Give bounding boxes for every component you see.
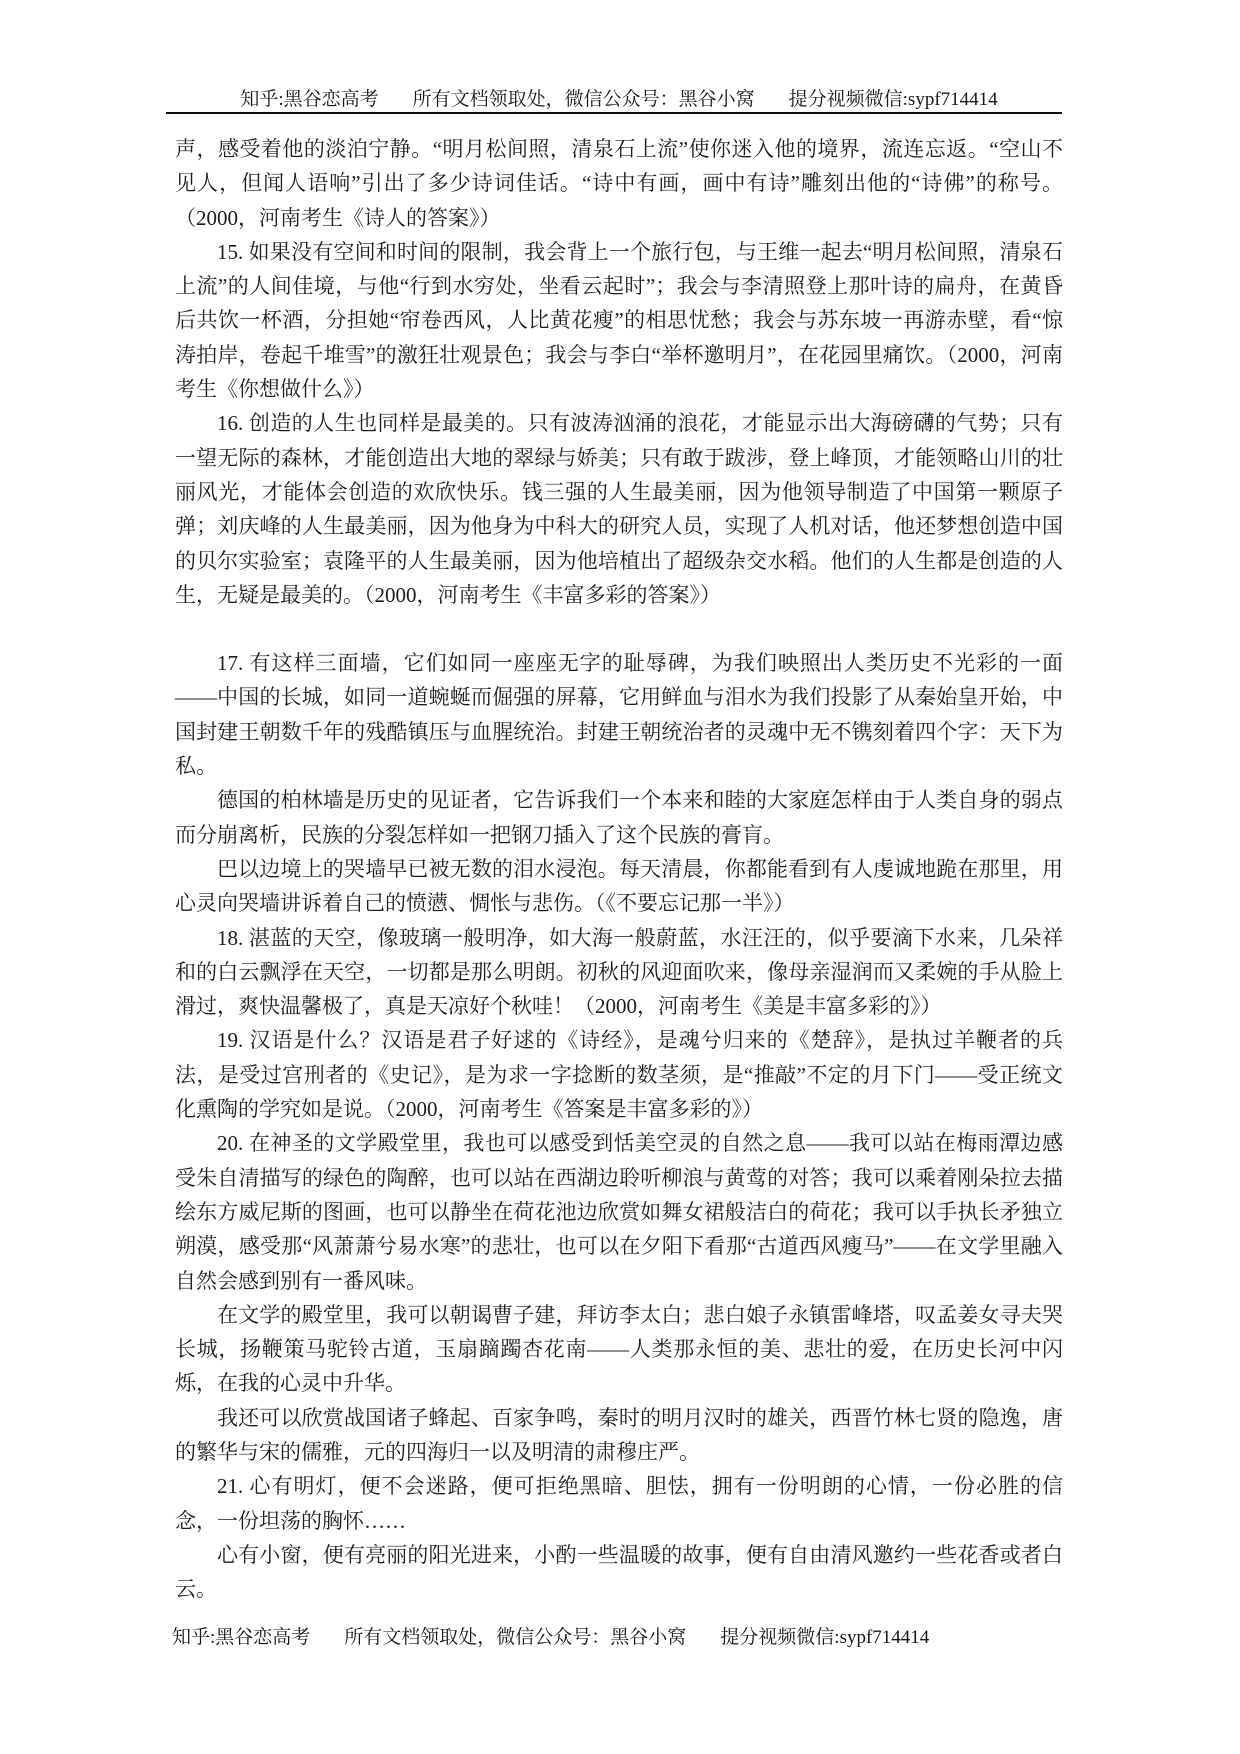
header-divider xyxy=(166,112,1062,114)
paragraph-21: 21. 心有明灯，便不会迷路，便可拒绝黑暗、胆怯，拥有一份明朗的心情，一份必胜的信念，一份坦荡的胸怀…… xyxy=(175,1474,1063,1533)
header-site-label: 知乎:黑谷恋高考 xyxy=(240,89,379,110)
paragraph-continuation: 声，感受着他的淡泊宁静。“明月松间照，清泉石上流”使你迷入他的境界，流连忘返。“空山不见人，但闻人语响”引出了多少诗词佳话。“诗中有画，画中有诗”雕刻出他的“诗佛”的称号。（2000，河南考生《诗人的答案》） xyxy=(175,137,1063,230)
paragraph-18: 18. 湛蓝的天空，像玻璃一般明净，如大海一般蔚蓝，水汪汪的，似乎要滴下水来，几朵祥和的白云飘浮在天空，一切都是那么明朗。初秋的风迎面吹来，像母亲湿润而又柔婉的手从脸上滑过，爽快温馨极了，真是天凉好个秋哇！（2000，河南考生《美是丰富多彩的》） xyxy=(175,925,1063,1019)
paragraph-20-literature-hall: 在文学的殿堂里，我可以朝谒曹子建，拜访李太白；悲白娘子永镇雷峰塔，叹孟姜女寻夫哭长城，扬鞭策马驼铃古道，玉扇蹢躅杏花南——人类那永恒的美、悲壮的爱，在历史长河中闪烁，在我的心灵中升华。 xyxy=(175,1302,1063,1396)
paragraph-16: 16. 创造的人生也同样是最美的。只有波涛汹涌的浪花，才能显示出大海磅礴的气势；只有一望无际的森林，才能创造出大地的翠绿与娇美；只有敢于跋涉，登上峰顶，才能领略山川的壮丽风光，才能体会创造的欢欣快乐。钱三强的人生最美丽，因为他领导制造了中国第一颗原子弹；刘庆峰的人生最美丽，因为他身为中科大的研究人员，实现了人机对话，他还梦想创造中国的贝尔实验室；袁隆平的人生最美丽，因为他培植出了超级杂交水稻。他们的人生都是创造的人生，无疑是最美的。（2000，河南考生《丰富多彩的答案》） xyxy=(175,411,1063,607)
footer-contact-label: 提分视频微信:sypf714414 xyxy=(720,1627,930,1648)
page-header xyxy=(175,84,1063,111)
paragraph-17: 17. 有这样三面墙，它们如同一座座无字的耻辱碑，为我们映照出人类历史不光彩的一面——中国的长城，如同一道蜿蜒而倔强的屏幕，它用鲜血与泪水为我们投影了从秦始皇开始，中国封建王朝数千年的残酷镇压与血腥统治。封建王朝统治者的灵魂中无不镌刻着四个字：天下为私。 xyxy=(175,651,1063,779)
footer-source-label: 所有文档领取处，微信公众号：黑谷小窝 xyxy=(344,1627,687,1648)
footer-site-label: 知乎:黑谷恋高考 xyxy=(172,1627,311,1648)
page-footer xyxy=(172,1622,929,1649)
document-body xyxy=(175,132,1063,1606)
paragraph-20-appreciation: 我还可以欣赏战国诸子蜂起、百家争鸣，秦时的明月汉时的雄关，西晋竹林七贤的隐逸，唐的繁华与宋的儒雅，元的四海归一以及明清的肃穆庄严。 xyxy=(175,1405,1063,1464)
paragraph-19: 19. 汉语是什么？汉语是君子好逑的《诗经》，是魂兮归来的《楚辞》，是执过羊鞭者的兵法，是受过宫刑者的《史记》，是为求一字捻断的数茎须，是“推敲”不定的月下门——受正统文化熏陶的学究如是说。（2000，河南考生《答案是丰富多彩的》） xyxy=(175,1028,1063,1122)
paragraph-20: 20. 在神圣的文学殿堂里，我也可以感受到恬美空灵的自然之息——我可以站在梅雨潭边感受朱自清描写的绿色的陶醉，也可以站在西湖边聆听柳浪与黄莺的对答；我可以乘着刚朵拉去描绘东方威尼斯的图画，也可以静坐在荷花池边欣赏如舞女裙般洁白的荷花；我可以手执长矛独立朔漠，感受那“风萧萧兮易水寒”的悲壮，也可以在夕阳下看那“古道西风瘦马”——在文学里融入自然会感到别有一番风味。 xyxy=(175,1131,1063,1293)
header-contact-label: 提分视频微信:sypf714414 xyxy=(788,89,998,110)
header-source-label: 所有文档领取处，微信公众号：黑谷小窝 xyxy=(412,89,755,110)
paragraph-17-berlin-wall: 德国的柏林墙是历史的见证者，它告诉我们一个本来和睦的大家庭怎样由于人类自身的弱点而分崩离析，民族的分裂怎样如一把钢刀插入了这个民族的膏肓。 xyxy=(175,788,1063,847)
paragraph-21-window: 心有小窗，便有亮丽的阳光进来，小酌一些温暖的故事，便有自由清风邀约一些花香或者白云。 xyxy=(175,1542,1063,1602)
paragraph-15: 15. 如果没有空间和时间的限制，我会背上一个旅行包，与王维一起去“明月松间照，清泉石上流”的人间佳境，与他“行到水穷处，坐看云起时”；我会与李清照登上那叶诗的扁舟，在黄昏后共饮一杯酒，分担她“帘卷西风，人比黄花瘦”的相思忧愁；我会与苏东坡一再游赤壁，看“惊涛拍岸，卷起千堆雪”的激狂壮观景色；我会与李白“举杯邀明月”，在花园里痛饮。（2000，河南考生《你想做什么》） xyxy=(175,239,1063,402)
paragraph-17-wailing-wall: 巴以边境上的哭墙早已被无数的泪水浸泡。每天清晨，你都能看到有人虔诚地跪在那里，用心灵向哭墙讲诉着自己的愤懑、惆怅与悲伤。（《不要忘记那一半》） xyxy=(175,856,1063,916)
